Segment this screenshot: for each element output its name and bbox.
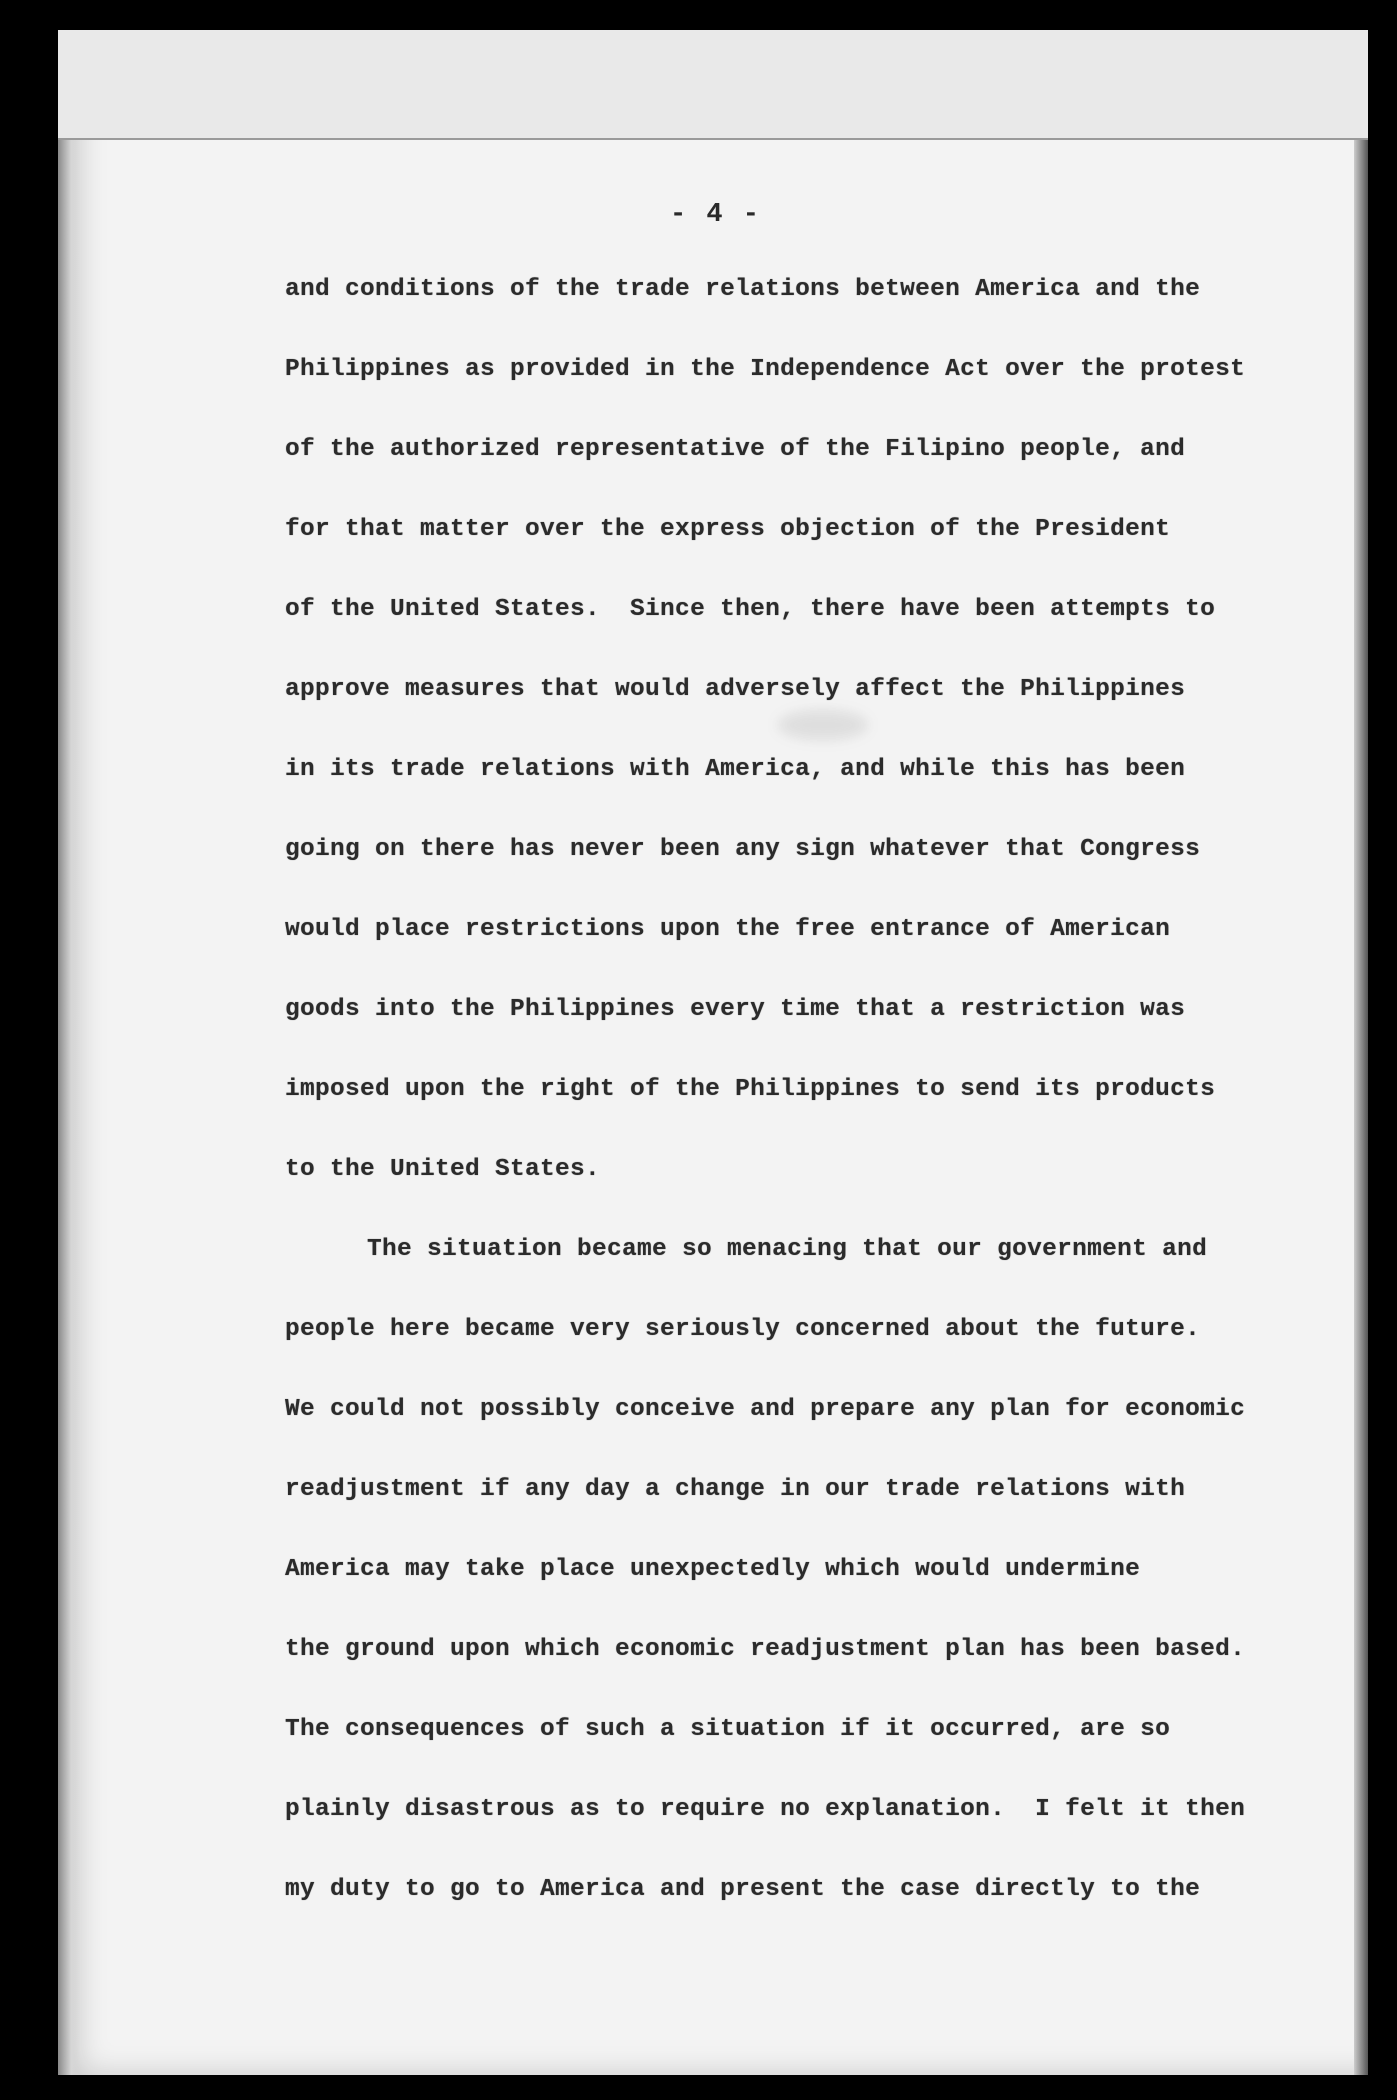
text-line: for that matter over the express objection of the President	[285, 516, 1171, 543]
text-line: plainly disastrous as to require no explanation. I felt it then	[285, 1796, 1246, 1823]
text-line: America may take place unexpectedly which would undermine	[285, 1556, 1141, 1583]
text-line: in its trade relations with America, and while this has been	[285, 756, 1186, 783]
top-paper-strip	[58, 30, 1368, 140]
text-line: Philippines as provided in the Independence Act over the protest	[285, 356, 1246, 383]
page-number: - 4 -	[670, 200, 762, 230]
text-line: people here became very seriously concerned about the future.	[285, 1316, 1201, 1343]
text-line: to the United States.	[285, 1156, 601, 1183]
typed-text-body	[285, 276, 1295, 1956]
page-left-shadow	[58, 30, 80, 2075]
text-line: going on there has never been any sign whatever that Congress	[285, 836, 1201, 863]
text-line: the ground upon which economic readjustment plan has been based.	[285, 1636, 1246, 1663]
text-line: and conditions of the trade relations between America and the	[285, 276, 1201, 303]
text-line: of the United States. Since then, there have been attempts to	[285, 596, 1216, 623]
text-line: would place restrictions upon the free entrance of American	[285, 916, 1171, 943]
paragraph-start-line: The situation became so menacing that our government and	[367, 1236, 1208, 1263]
text-line: The consequences of such a situation if it occurred, are so	[285, 1716, 1171, 1743]
text-line: my duty to go to America and present the case directly to the	[285, 1876, 1201, 1903]
page-right-edge	[1354, 30, 1368, 2075]
text-line: readjustment if any day a change in our trade relations with	[285, 1476, 1186, 1503]
text-line: imposed upon the right of the Philippines to send its products	[285, 1076, 1216, 1103]
text-line: approve measures that would adversely affect the Philippines	[285, 676, 1186, 703]
text-line: of the authorized representative of the Filipino people, and	[285, 436, 1186, 463]
text-line: We could not possibly conceive and prepare any plan for economic	[285, 1396, 1246, 1423]
text-line: goods into the Philippines every time that a restriction was	[285, 996, 1186, 1023]
